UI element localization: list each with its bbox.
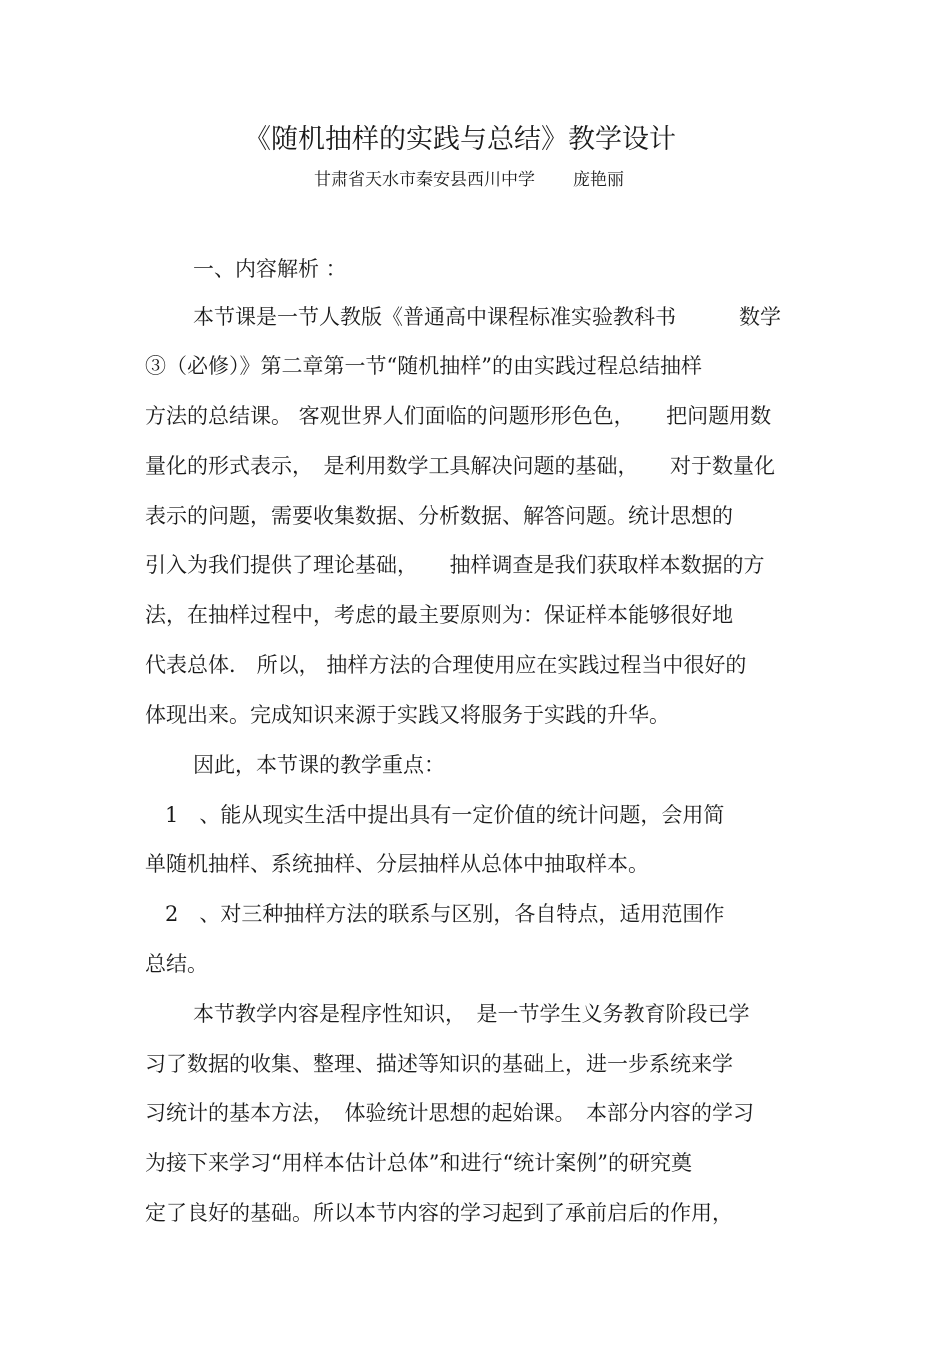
body-line: 总结。 <box>145 952 208 976</box>
body-line: 代表总体． 所以， 抽样方法的合理使用应在实践过程当中很好的 <box>145 653 747 677</box>
body-line: 量化的形式表示， 是利用数学工具解决问题的基础， 对于数量化 <box>145 454 775 478</box>
body-line: 引入为我们提供了理论基础， 抽样调查是我们获取样本数据的方 <box>145 553 765 577</box>
body-line: 因此，本节课的教学重点： <box>193 753 445 777</box>
body-line: ③（必修）》第二章第一节“随机抽样”的由实践过程总结抽样 <box>145 354 702 378</box>
body-line: 为接下来学习“用样本估计总体”和进行“统计案例”的研究奠 <box>145 1151 692 1175</box>
byline <box>314 167 624 193</box>
body-line: 方法的总结课。 客观世界人们面临的问题形形色色， 把问题用数 <box>145 404 772 428</box>
body-line: 定了良好的基础。所以本节内容的学习起到了承前启后的作用， <box>145 1201 733 1225</box>
list-item: 2 、对三种抽样方法的联系与区别，各自特点，适用范围作 <box>165 902 725 926</box>
body-line: 习了数据的收集、整理、描述等知识的基础上，进一步系统来学 <box>145 1052 733 1076</box>
author-name: 庞艳丽 <box>573 170 624 190</box>
school-name: 甘肃省天水市秦安县西川中学 <box>314 170 535 190</box>
body-line: 本节教学内容是程序性知识， 是一节学生义务教育阶段已学 <box>193 1002 750 1026</box>
body-line: 表示的问题，需要收集数据、分析数据、解答问题。统计思想的 <box>145 504 733 528</box>
section-heading: 一、内容解析 ： <box>193 257 347 281</box>
body-line: 习统计的基本方法， 体验统计思想的起始课。 本部分内容的学习 <box>145 1101 754 1125</box>
body-line: 单随机抽样、系统抽样、分层抽样从总体中抽取样本。 <box>145 852 649 876</box>
list-item: 1 、能从现实生活中提出具有一定价值的统计问题，会用简 <box>165 803 725 827</box>
document-title: 《随机抽样的实践与总结》教学设计 <box>244 124 676 155</box>
body-line: 本节课是一节人教版《普通高中课程标准实验教科书 数学 <box>193 305 781 329</box>
body-line: 体现出来。完成知识来源于实践又将服务于实践的升华。 <box>145 703 670 727</box>
body-line: 法，在抽样过程中，考虑的最主要原则为：保证样本能够很好地 <box>145 603 733 627</box>
